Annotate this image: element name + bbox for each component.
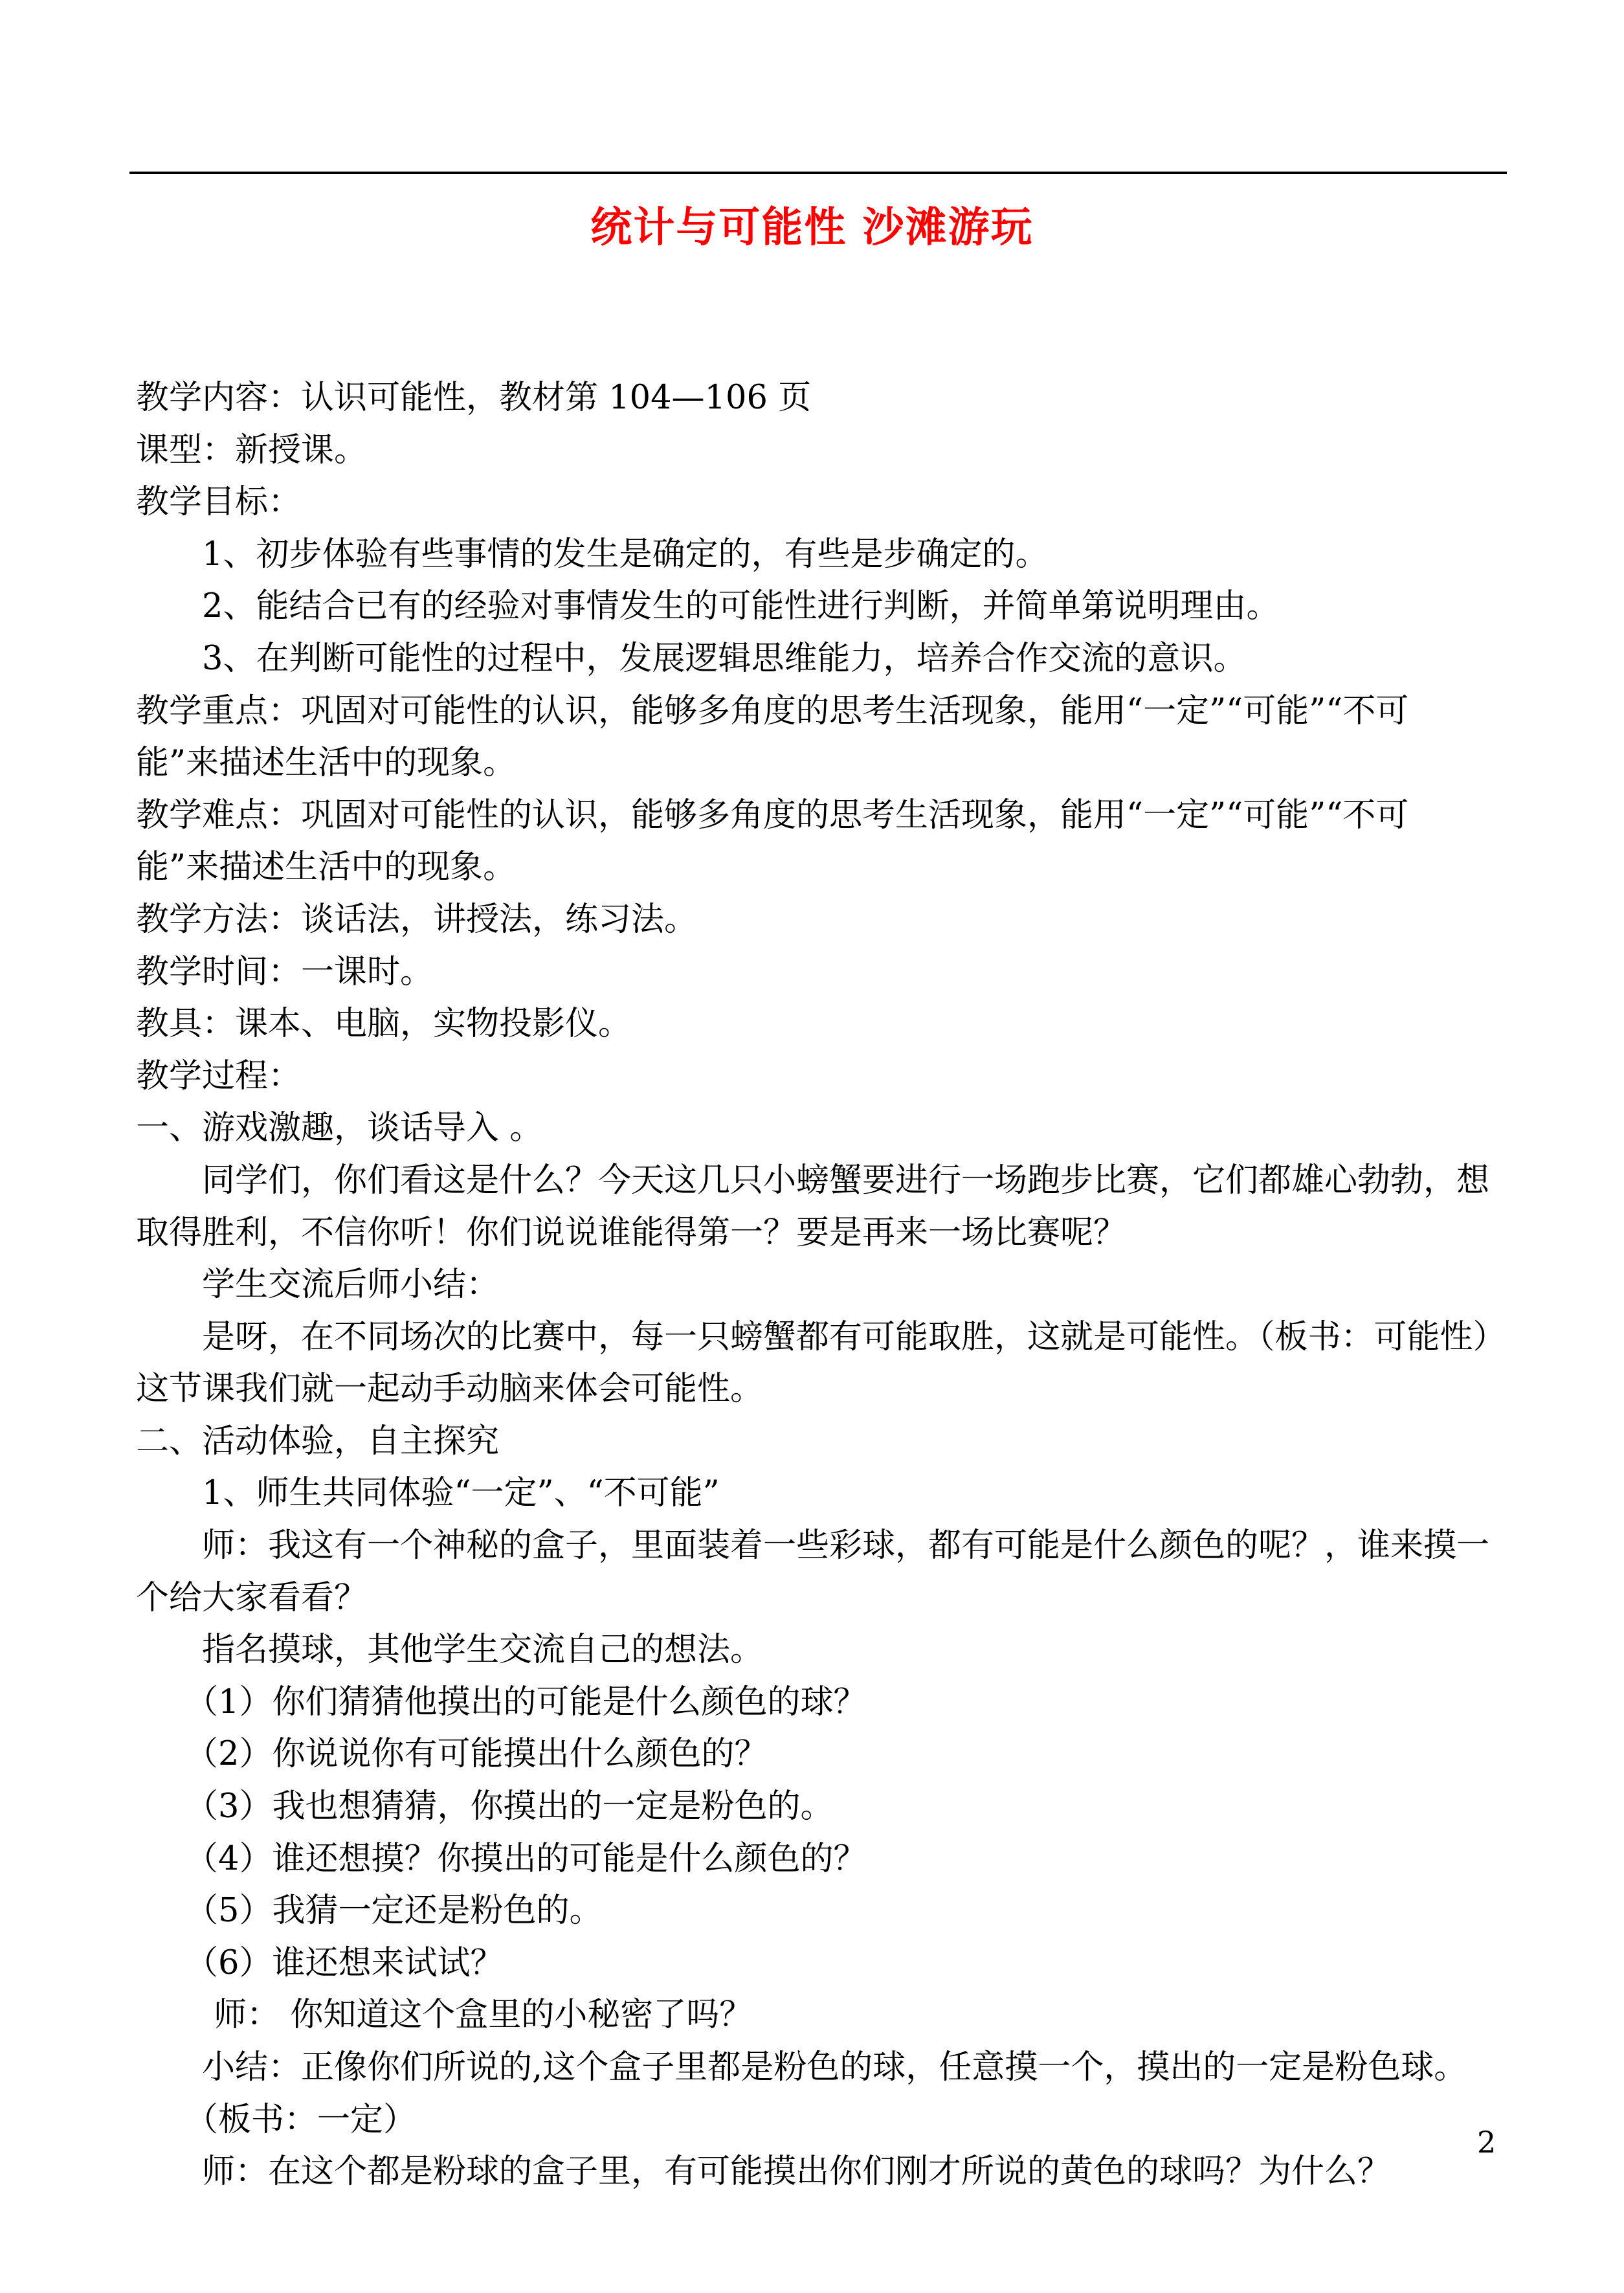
section-heading: 一、游戏激趣，谈话导入 。	[136, 1109, 543, 1148]
text-line: 师： 你知道这个盒里的小秘密了吗？	[214, 1996, 753, 2035]
objective-item: 1、初步体验有些事情的发生是确定的，有些是步确定的。	[202, 535, 1049, 574]
text-line: 这节课我们就一起动手动脑来体会可能性。	[136, 1370, 764, 1409]
text-line: 教学目标：	[136, 483, 302, 522]
objective-item: 3、在判断可能性的过程中，发展逻辑思维能力，培养合作交流的意识。	[202, 639, 1247, 678]
page-title: 统计与可能性 沙滩游玩	[590, 203, 1034, 252]
text-line: 取得胜利，不信你听！你们说说谁能得第一？要是再来一场比赛呢？	[136, 1213, 1127, 1252]
text-line: 同学们，你们看这是什么？今天这几只小螃蟹要进行一场跑步比赛，它们都雄心勃勃，想	[202, 1161, 1490, 1200]
text-line: 1、师生共同体验“一定”、“不可能”	[202, 1474, 720, 1513]
text-line: 是呀，在不同场次的比赛中，每一只螃蟹都有可能取胜，这就是可能性。（板书：可能性）	[202, 1317, 1506, 1356]
text-line: 教学内容：认识可能性，教材第 104—106 页	[136, 379, 812, 417]
text-line: 教学过程：	[136, 1057, 302, 1095]
text-line: 指名摸球，其他学生交流自己的想法。	[202, 1631, 764, 1670]
section-heading: 二、活动体验，自主探究	[136, 1422, 500, 1460]
header-rule	[129, 172, 1507, 174]
text-line: 师：我这有一个神秘的盒子，里面装着一些彩球，都有可能是什么颜色的呢？，谁来摸一	[202, 1527, 1490, 1565]
text-line: 教学重点：巩固对可能性的认识，能够多角度的思考生活现象，能用“一定”“可能”“不可	[136, 691, 1409, 730]
objective-item: 2、能结合已有的经验对事情发生的可能性进行判断，并简单第说明理由。	[202, 587, 1280, 626]
text-line: 教学时间：一课时。	[136, 952, 434, 991]
page-number: 2	[1477, 2125, 1496, 2160]
question-item: （3）我也想猜猜，你摸出的一定是粉色的。	[185, 1787, 834, 1826]
text-line: 课型：新授课。	[136, 431, 368, 469]
text-line: （板书：一定）	[185, 2100, 417, 2139]
text-line: 能”来描述生活中的现象。	[136, 848, 517, 887]
question-item: （2）你说说你有可能摸出什么颜色的？	[185, 1735, 768, 1774]
text-line: 教具：课本、电脑，实物投影仪。	[136, 1005, 632, 1044]
text-line: 教学方法：谈话法，讲授法，练习法。	[136, 900, 698, 939]
question-item: （5）我猜一定还是粉色的。	[185, 1892, 603, 1930]
text-line: 教学难点：巩固对可能性的认识，能够多角度的思考生活现象，能用“一定”“可能”“不可	[136, 796, 1409, 834]
question-item: （1）你们猜猜他摸出的可能是什么颜色的球？	[185, 1683, 867, 1721]
text-line: 个给大家看看？	[136, 1578, 368, 1617]
text-line: 师：在这个都是粉球的盒子里，有可能摸出你们刚才所说的黄色的球吗？为什么？	[202, 2153, 1391, 2191]
question-item: （6）谁还想来试试？	[185, 1943, 504, 1982]
question-item: （4）谁还想摸？你摸出的可能是什么颜色的？	[185, 1839, 867, 1878]
text-line: 小结：正像你们所说的,这个盒子里都是粉色的球，任意摸一个，摸出的一定是粉色球。	[202, 2048, 1467, 2086]
text-line: 能”来描述生活中的现象。	[136, 744, 517, 783]
document-body	[136, 372, 1505, 2198]
text-line: 学生交流后师小结：	[202, 1266, 500, 1304]
